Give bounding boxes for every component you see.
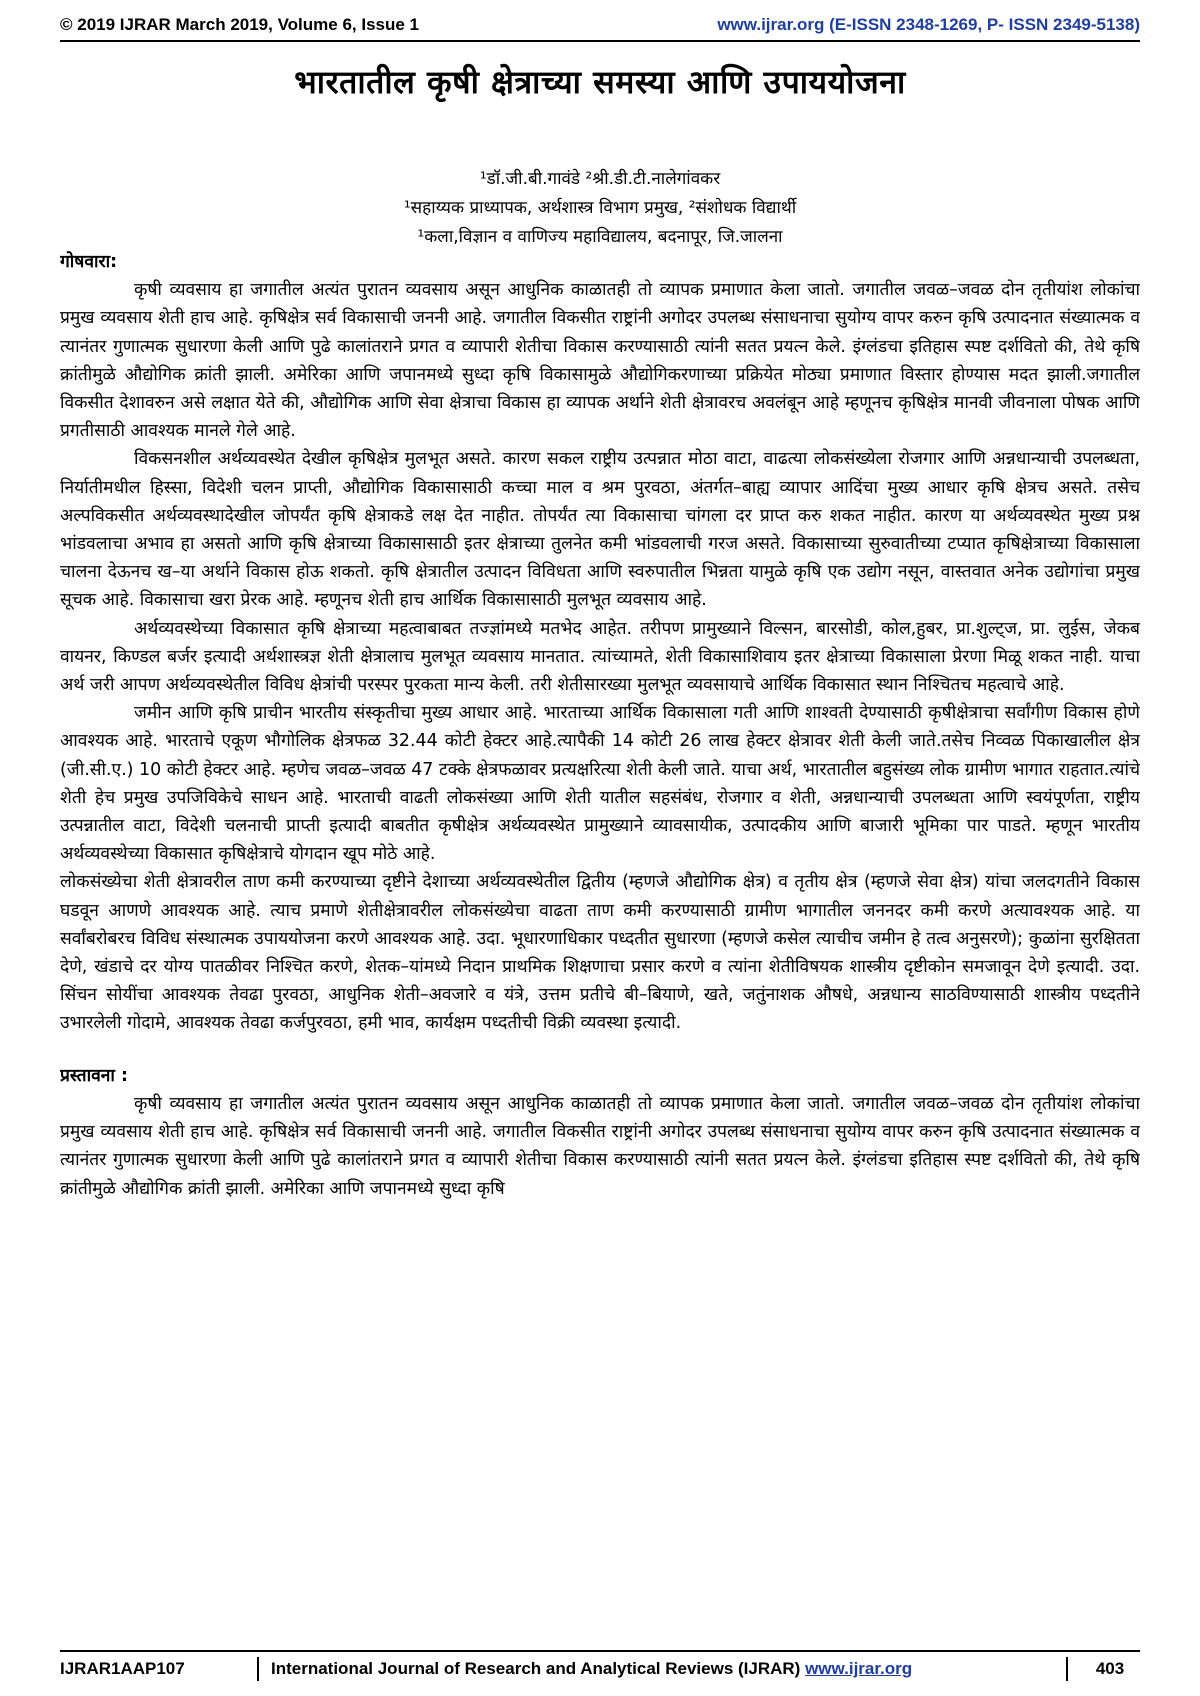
abstract-paragraph: कृषी व्यवसाय हा जगातील अत्यंत पुरातन व्यवसाय असून आधुनिक काळातही तो व्यापक प्रमाणात केला जातो. जगातील जवळ–जवळ दोन तृतीयांश लोकांचा प्रमुख व्यवसाय शेती हाच आहे. कृषिक्षेत्र सर्व विकासाची जननी आहे. जगातील विकसीत राष्ट्रांनी अगोदर उपलब्ध संसाधनाचा सुयोग्य वापर करुन कृषि उत्पादनात संख्यात्मक व त्यानंतर गुणात्मक सुधारणा केली आणि पुढे कालांतराने प्रगत व व्यापारी शेतीचा विकास करण्यासाठी त्यांनी सतत प्रयत्न केले. इंग्लंडचा इतिहास स्पष्ट दर्शवितो की, तेथे कृषि क्रांतीमुळे औद्योगिक क्रांती झाली. अमेरिका आणि जपानमध्ये सुध्दा कृषि विकासामुळे औद्योगिकरणाच्या प्रक्रियेत मोठ्या प्रमाणात विस्तार होण्यास मदत झाली.जगातील विकसीत देशावरुन असे लक्षात येते की, औद्योगिक आणि सेवा क्षेत्राचा विकास हा व्यापक अर्थाने शेती क्षेत्रावरच अवलंबून आहे म्हणूनच कृषिक्षेत्र मानवी जीवनाला पोषक आणि प्रगतीसाठी आवश्यक मानले गेले आहे. xyxy=(60,280,1140,442)
abstract-paragraph: विकसनशील अर्थव्यवस्थेत देखील कृषिक्षेत्र मुलभूत असते. कारण सकल राष्ट्रीय उत्पन्नात मोठा वाटा, वाढत्या लोकसंख्येला रोजगार आणि अन्नधान्याची उपलब्धता, निर्यातीमधील हिस्सा, विदेशी चलन प्राप्ती, औद्योगिक विकासासाठी कच्चा माल व श्रम पुरवठा, अंतर्गत–बाह्य व्यापार आदिंचा मुख्य आधार कृषि क्षेत्रच असते. तसेच अल्पविकसीत अर्थव्यवस्थादेखील जोपर्यंत कृषि क्षेत्राकडे लक्ष देत नाहीत. तोपर्यंत त्या विकासाचा चांगला दर प्राप्त करु शकत नाहीत. कारण या अर्थव्यवस्थेत मुख्य प्रश्न भांडवलाचा अभाव हा असतो आणि कृषि क्षेत्राच्या विकासासाठी इतर क्षेत्राच्या तुलनेत कमी भांडवलाची गरज असते. विकासाच्या सुरुवातीच्या टप्यात कृषिक्षेत्राच्या विकासाला चालना देऊनच ख–या अर्थाने विकास होऊ शकतो. कृषि क्षेत्रातील उत्पादन विविधता आणि स्वरुपातील भिन्नता यामुळे कृषि एक उद्योग नसून, वास्तवात अनेक उद्योगांचा प्रमुख सूचक आहे. विकासाचा खरा प्रेरक आहे. म्हणूनच शेती हाच आर्थिक विकासासाठी मुलभूत व्यवसाय आहे. xyxy=(60,449,1140,611)
intro-heading: प्रस्तावना : xyxy=(60,1065,128,1086)
author-names: ¹डॉ.जी.बी.गावंडे ²श्री.डी.टी.नालेगांवकर xyxy=(479,169,721,189)
footer-divider xyxy=(257,1657,259,1681)
footer-journal-name: International Journal of Research and Analytical Reviews (IJRAR) xyxy=(271,1659,801,1678)
abstract-paragraph: लोकसंख्येचा शेती क्षेत्रावरील ताण कमी करण्याच्या दृष्टीने देशाच्या अर्थव्यवस्थेतील द्वितीय (म्हणजे औद्योगिक क्षेत्र) व तृतीय क्षेत्र (म्हणजे सेवा क्षेत्र) यांचा जलदगतीने विकास घडवून आणणे आवश्यक आहे. त्याच प्रमाणे शेतीक्षेत्रावरील लोकसंख्येचा वाढता ताण कमी करण्यासाठी ग्रामीण भागातील जननदर कमी करणे अत्यावश्यक आहे. या सर्वांबरोबरच विविध संस्थात्मक उपाययोजना करणे आवश्यक आहे. उदा. भूधारणाधिकार पध्दतीत सुधारणा (म्हणजे कसेल त्याचीच जमीन हे तत्व अनुसरणे); कुळांना सुरक्षितता देणे, खंडाचे दर योग्य पातळीवर निश्चित करणे, शेतक–यांमध्ये निदान प्राथमिक शिक्षणाचा प्रसार करणे व त्यांना शेतीविषयक शास्त्रीय दृष्टीकोन समजावून देणे इत्यादी. उदा. सिंचन सोयींचा आवश्यक तेवढा पुरवठा, आधुनिक शेती–अवजारे व यंत्रे, उत्तम प्रतीचे बी–बियाणे, खते, जतुंनाशक औषधे, अन्नधान्य साठविण्यासाठी शास्त्रीय पध्दतीने उभारलेली गोदामे, आवश्यक तेवढा कर्जपुरवठा, हमी भाव, कार्यक्षम पध्दतीची विक्री व्यवस्था इत्यादी. xyxy=(60,872,1140,1034)
abstract-heading: गोषवारा: xyxy=(60,252,118,272)
header-journal-info: © 2019 IJRAR March 2019, Volume 6, Issue 1 xyxy=(60,15,419,34)
footer-journal xyxy=(271,1659,1054,1679)
footer-divider xyxy=(1066,1657,1068,1681)
abstract-paragraph: जमीन आणि कृषि प्राचीन भारतीय संस्कृतीचा मुख्य आधार आहे. भारताच्या आर्थिक विकासाला गती आणि शाश्वती देण्यासाठी कृषीक्षेत्राचा सर्वांगीण विकास होणे आवश्यक आहे. भारताचे एकूण भौगोलिक क्षेत्रफळ 32.44 कोटी हेक्टर आहे.त्यापैकी 14 कोटी 26 लाख हेक्टर क्षेत्रावर शेती केली जाते.तसेच निव्वळ पिकाखालील क्षेत्र (जी.सी.ए.) 10 कोटी हेक्टर आहे. म्हणेच जवळ–जवळ 47 टक्के क्षेत्रफळावर प्रत्यक्षरित्या शेती केली जाते. याचा अर्थ, भारतातील बहुसंख्य लोक ग्रामीण भागात राहतात.त्यांचे शेती हेच प्रमुख उपजिविकेचे साधन आहे. भारताची वाढती लोकसंख्या आणि शेती यातील सहसंबंध, रोजगार व शेती, अन्नधान्याची उपलब्धता आणि स्वयंपूर्णता, राष्ट्रीय उत्पन्नातील वाटा, विदेशी चलनाची प्राप्ती इत्यादी बाबतीत कृषीक्षेत्र अर्थव्यवस्थेत प्रामुख्याने व्यावसायीक, उत्पादकीय आणि बाजारी भूमिका पार पाडते. म्हणून भारतीय अर्थव्यवस्थेच्या विकासात कृषिक्षेत्राचे योगदान खूप मोठे आहे. xyxy=(60,703,1140,865)
abstract-paragraph: अर्थव्यवस्थेच्या विकासात कृषि क्षेत्राच्या महत्वाबाबत तज्ज्ञांमध्ये मतभेद आहेत. तरीपण प्रामुख्याने विल्सन, बारसोडी, कोल,हुबर, प्रा.शुल्ट्ज, प्रा. लुईस, जेकब वायनर, किण्डल बर्जर इत्यादी अर्थशास्त्रज्ञ शेती क्षेत्रालाच मुलभूत व्यवसाय मानतात. त्यांच्यामते, शेती विकासाशिवाय इतर क्षेत्राच्या विकासाला प्रेरणा मिळू शकत नाही. याचा अर्थ जरी आपण अर्थव्यवस्थेतील विविध क्षेत्रांची परस्पर पुरकता मान्य केली. तरी शेतीसारख्या मुलभूत व्यवसायाचे आर्थिक विकासात स्थान निश्चितच महत्वाचे आहे. xyxy=(60,618,1140,696)
running-footer xyxy=(60,1650,1140,1686)
page-number: 403 xyxy=(1095,1659,1125,1678)
footer-journal-link[interactable]: www.ijrar.org xyxy=(805,1659,913,1678)
article-body xyxy=(60,248,1140,1634)
author-roles: ¹सहाय्यक प्राध्यापक, अर्थशास्त्र विभाग प्रमुख, ²संशोधक विद्यार्थी xyxy=(403,198,797,218)
author-institution: ¹कला,विज्ञान व वाणिज्य महाविद्यालय, बदनापूर, जि.जालना xyxy=(417,227,783,247)
author-block xyxy=(60,165,1140,252)
paper-title: भारतातील कृषी क्षेत्राच्या समस्या आणि उपाययोजना xyxy=(294,63,906,101)
running-header xyxy=(60,10,1140,42)
footer-paper-code: IJRAR1AAP107 xyxy=(60,1659,185,1678)
header-issn-link[interactable]: www.ijrar.org (E-ISSN 2348-1269, P- ISSN 2349-5138) xyxy=(717,15,1140,34)
intro-paragraph: कृषी व्यवसाय हा जगातील अत्यंत पुरातन व्यवसाय असून आधुनिक काळातही तो व्यापक प्रमाणात केला जातो. जगातील जवळ–जवळ दोन तृतीयांश लोकांचा प्रमुख व्यवसाय शेती हाच आहे. कृषिक्षेत्र सर्व विकासाची जननी आहे. जगातील विकसीत राष्ट्रांनी अगोदर उपलब्ध संसाधनाचा सुयोग्य वापर करुन कृषि उत्पादनात संख्यात्मक व त्यानंतर गुणात्मक सुधारणा केली आणि पुढे कालांतराने प्रगत व व्यापारी शेतीचा विकास करण्यासाठी त्यांनी सतत प्रयत्न केले. इंग्लंडचा इतिहास स्पष्ट दर्शवितो की, तेथे कृषि क्रांतीमुळे औद्योगिक क्रांती झाली. अमेरिका आणि जपानमध्ये सुध्दा कृषि xyxy=(60,1093,1140,1199)
